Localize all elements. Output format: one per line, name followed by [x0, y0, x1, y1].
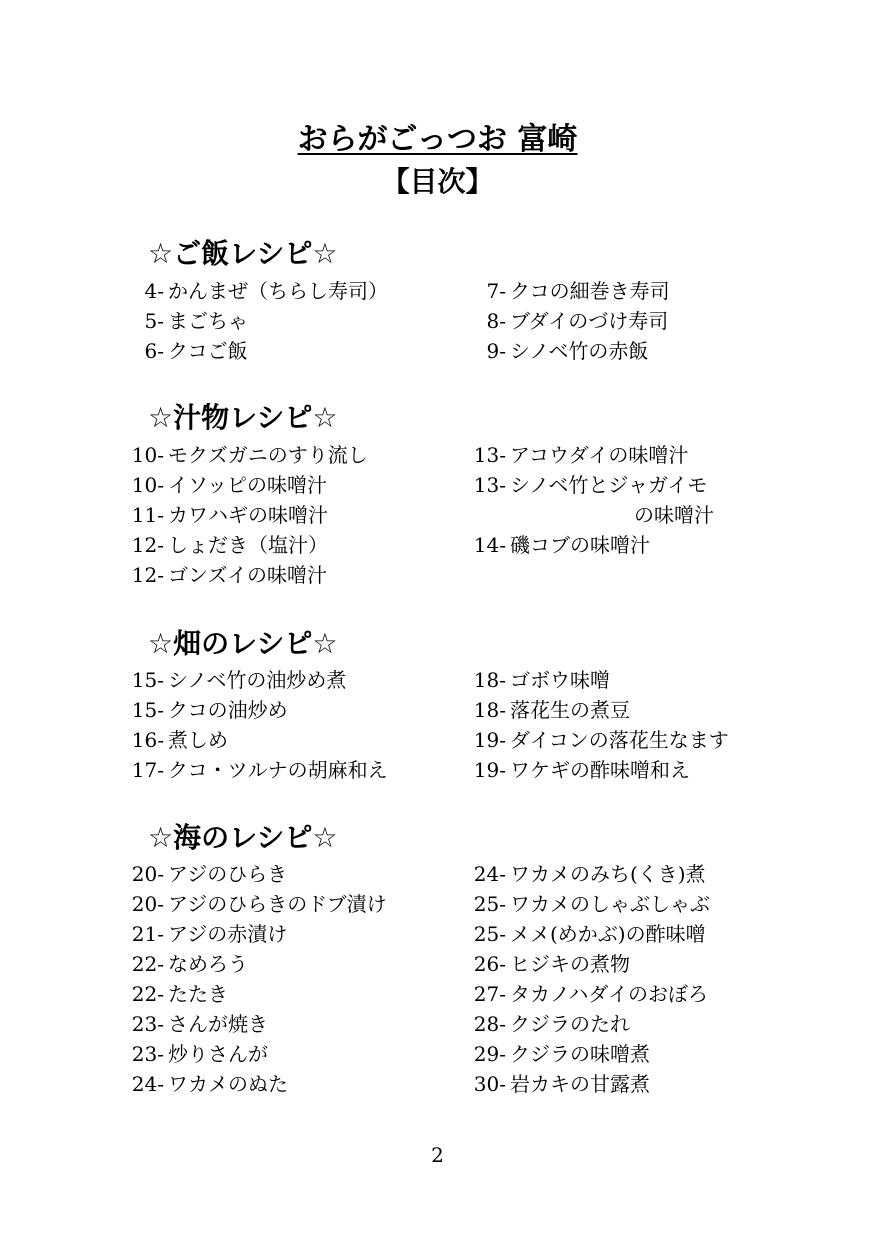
entry-title: クコの細巻き寿司	[510, 279, 670, 303]
page-subtitle: 【目次】	[381, 165, 494, 198]
toc-entry	[118, 560, 368, 590]
entry-page-number: 17-	[131, 758, 164, 782]
sea-left-column	[118, 859, 387, 1099]
entry-page-number: 15-	[131, 698, 164, 722]
toc-entry	[460, 1039, 710, 1069]
entry-page-number: 27-	[473, 982, 506, 1006]
entry-page-number: 18-	[473, 698, 506, 722]
toc-entry	[118, 665, 388, 695]
entry-title: ワカメのしゃぶしゃぶ	[510, 892, 710, 916]
entry-page-number: 25-	[473, 922, 506, 946]
page-title-text: おらがごっつお 富崎	[297, 122, 578, 157]
toc-entry-continuation	[460, 500, 714, 530]
toc-entry	[118, 276, 388, 306]
entry-title: アジの赤漬け	[168, 922, 288, 946]
toc-entry	[460, 889, 710, 919]
entry-title: イソッピの味噌汁	[168, 473, 327, 497]
toc-entry	[460, 1069, 710, 1099]
entry-title: ヒジキの煮物	[510, 952, 630, 976]
entry-title: 煮しめ	[168, 728, 228, 752]
entry-page-number: 19-	[473, 728, 506, 752]
toc-entry	[118, 889, 387, 919]
toc-entry	[118, 500, 368, 530]
entry-page-number: 21-	[131, 922, 164, 946]
toc-entry	[118, 336, 388, 366]
toc-entry	[460, 695, 729, 725]
entry-page-number: 11-	[131, 503, 164, 527]
entry-page-number: 10-	[131, 473, 164, 497]
toc-entry	[460, 725, 729, 755]
toc-entry	[460, 1009, 710, 1039]
entry-title: なめろう	[168, 952, 248, 976]
entry-title: クコ・ツルナの胡麻和え	[168, 758, 388, 782]
section-heading-soup: ☆汁物レシピ☆	[148, 401, 338, 434]
entry-title: ダイコンの落花生なます	[510, 728, 729, 752]
toc-entry	[118, 695, 388, 725]
entry-page-number: 16-	[131, 728, 164, 752]
toc-entry	[118, 949, 387, 979]
toc-entry	[118, 306, 388, 336]
entry-title: メメ(めかぶ)の酢味噌	[510, 922, 706, 946]
entry-page-number: 29-	[473, 1042, 506, 1066]
soup-left-column	[118, 440, 368, 590]
toc-entry	[118, 1009, 387, 1039]
entry-title: の味噌汁	[634, 503, 714, 527]
entry-page-number: 9-	[486, 339, 506, 363]
entry-title: ブダイのづけ寿司	[510, 309, 669, 333]
rice-right-column	[460, 276, 670, 366]
entry-page-number: 13-	[473, 473, 506, 497]
toc-entry	[118, 530, 368, 560]
toc-entry	[118, 859, 387, 889]
entry-page-number: 28-	[473, 1012, 506, 1036]
entry-title: 落花生の煮豆	[510, 698, 630, 722]
sea-right-column	[460, 859, 710, 1099]
toc-entry	[460, 919, 710, 949]
entry-title: アジのひらき	[168, 862, 288, 886]
entry-title: クジラの味噌煮	[510, 1042, 650, 1066]
rice-left-column	[118, 276, 388, 366]
toc-entry	[460, 665, 729, 695]
entry-page-number: 23-	[131, 1042, 164, 1066]
entry-title: たたき	[168, 982, 228, 1006]
entry-page-number: 8-	[486, 309, 506, 333]
toc-entry	[460, 949, 710, 979]
entry-page-number: 7-	[486, 279, 506, 303]
toc-entry	[118, 1039, 387, 1069]
entry-title: カワハギの味噌汁	[168, 503, 328, 527]
entry-title: クコご飯	[168, 339, 248, 363]
entry-title: ゴボウ味噌	[510, 668, 610, 692]
toc-entry	[460, 440, 714, 470]
field-right-column	[460, 665, 729, 785]
entry-page-number: 25-	[473, 892, 506, 916]
toc-entry	[460, 306, 670, 336]
entry-page-number: 4-	[144, 279, 164, 303]
toc-entry	[460, 979, 710, 1009]
entry-page-number: 19-	[473, 758, 506, 782]
entry-title: シノベ竹とジャガイモ	[510, 473, 708, 497]
entry-page-number: 12-	[131, 563, 164, 587]
page-title	[0, 120, 875, 160]
toc-entry	[460, 859, 710, 889]
entry-title: 炒りさんが	[168, 1042, 268, 1066]
toc-entry	[118, 725, 388, 755]
entry-title: さんが焼き	[168, 1012, 268, 1036]
entry-page-number: 10-	[131, 443, 164, 467]
entry-title: シノベ竹の油炒め煮	[168, 668, 347, 692]
entry-title: シノベ竹の赤飯	[510, 339, 649, 363]
entry-page-number: 24-	[473, 862, 506, 886]
entry-page-number: 5-	[144, 309, 164, 333]
entry-page-number: 14-	[473, 533, 506, 557]
entry-title: ワケギの酢味噌和え	[510, 758, 690, 782]
page-number: 2	[431, 1143, 444, 1167]
entry-title: モクズガニのすり流し	[168, 443, 368, 467]
toc-entry	[118, 440, 368, 470]
entry-page-number: 22-	[131, 952, 164, 976]
entry-title: かんまぜ（ちらし寿司）	[168, 279, 388, 303]
entry-page-number: 23-	[131, 1012, 164, 1036]
entry-title: アジのひらきのドブ漬け	[168, 892, 387, 916]
entry-page-number: 20-	[131, 862, 164, 886]
entry-page-number: 22-	[131, 982, 164, 1006]
toc-entry	[118, 470, 368, 500]
entry-title: 磯コブの味噌汁	[510, 533, 650, 557]
field-left-column	[118, 665, 388, 785]
entry-title: クコの油炒め	[168, 698, 288, 722]
entry-title: ワカメのみち(くき)煮	[510, 862, 706, 886]
toc-entry	[460, 470, 714, 500]
entry-title: ゴンズイの味噌汁	[168, 563, 327, 587]
toc-entry	[118, 1069, 387, 1099]
entry-title: 岩カキの甘露煮	[510, 1072, 650, 1096]
toc-entry	[460, 755, 729, 785]
entry-page-number: 24-	[131, 1072, 164, 1096]
toc-entry	[460, 530, 714, 560]
entry-page-number: 26-	[473, 952, 506, 976]
entry-title: しょだき（塩汁）	[168, 533, 328, 557]
entry-page-number: 15-	[131, 668, 164, 692]
entry-page-number: 13-	[473, 443, 506, 467]
entry-page-number: 18-	[473, 668, 506, 692]
entry-title: アコウダイの味噌汁	[510, 443, 689, 467]
entry-page-number: 20-	[131, 892, 164, 916]
toc-entry	[118, 979, 387, 1009]
toc-entry	[118, 919, 387, 949]
entry-title: まごちゃ	[168, 309, 248, 333]
entry-page-number: 12-	[131, 533, 164, 557]
toc-entry	[460, 276, 670, 306]
entry-title: タカノハダイのおぼろ	[510, 982, 708, 1006]
entry-page-number: 30-	[473, 1072, 506, 1096]
entry-title: クジラのたれ	[510, 1012, 630, 1036]
soup-right-column	[460, 440, 714, 560]
section-heading-rice: ☆ご飯レシピ☆	[148, 237, 338, 270]
entry-page-number: 6-	[144, 339, 164, 363]
section-heading-sea: ☆海のレシピ☆	[148, 821, 338, 854]
section-heading-field: ☆畑のレシピ☆	[148, 627, 338, 660]
toc-entry	[460, 336, 670, 366]
entry-title: ワカメのぬた	[168, 1072, 288, 1096]
toc-entry	[118, 755, 388, 785]
